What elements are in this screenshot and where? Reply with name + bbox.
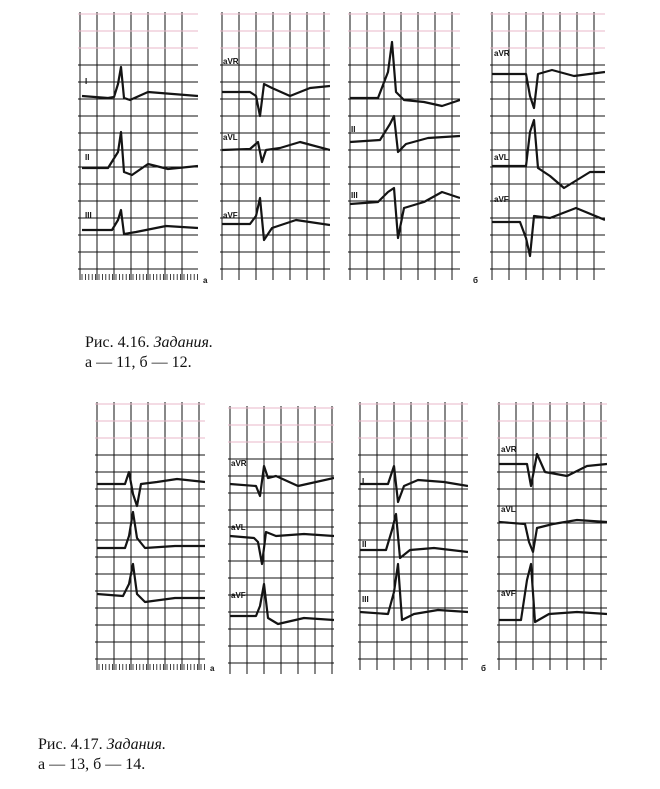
ecg-trace — [230, 532, 334, 564]
caption-items: а — 11, б — 12. — [85, 354, 192, 371]
ecg-trace — [97, 512, 205, 548]
ecg-trace — [499, 520, 607, 552]
grid-lines — [358, 402, 468, 670]
lead-label: aVL — [501, 505, 516, 514]
ecg-grid — [497, 402, 607, 670]
grid-lines — [228, 406, 334, 674]
ecg-grid — [490, 12, 605, 280]
ecg-panel-a-lead-set-1 — [95, 402, 205, 670]
ecg-trace — [82, 210, 198, 234]
lead-label: aVF — [501, 589, 516, 598]
lead-label: aVF — [494, 195, 509, 204]
ecg-panel-a-lead-set-2 — [228, 406, 334, 674]
ecg-panel-b-lead-set-1 — [358, 402, 468, 670]
lead-label: III — [85, 211, 92, 220]
grid-lines — [497, 402, 607, 670]
ecg-trace — [82, 67, 198, 100]
lead-label: aVR — [231, 459, 247, 468]
ecg-trace — [360, 564, 468, 620]
ecg-panel-b-lead-set-1 — [348, 12, 460, 280]
figure-caption-4-17 — [38, 735, 166, 775]
ecg-trace — [360, 514, 468, 558]
grid-lines — [95, 402, 205, 670]
ecg-trace — [97, 564, 205, 602]
panel-letter-a: а — [210, 664, 215, 673]
lead-label: aVL — [494, 153, 509, 162]
lead-label: aVF — [231, 591, 246, 600]
ecg-panel-a-lead-set-1 — [78, 12, 198, 280]
ecg-trace — [222, 84, 330, 116]
lead-label: II — [85, 153, 90, 162]
panel-letter-b: б — [473, 276, 478, 285]
ecg-grid — [228, 406, 334, 674]
lead-label: III — [362, 595, 369, 604]
ecg-trace — [82, 132, 198, 175]
lead-label: aVL — [223, 133, 238, 142]
figure-caption-4-16 — [85, 333, 213, 373]
caption-line-1 — [38, 735, 166, 755]
ecg-trace — [222, 198, 330, 240]
ecg-panel-b-lead-set-2 — [490, 12, 605, 280]
ecg-grid — [78, 12, 198, 280]
lead-label: III — [351, 191, 358, 200]
ecg-grid — [220, 12, 330, 280]
ecg-trace — [360, 466, 468, 502]
caption-title: Задания. — [153, 334, 213, 351]
lead-label: I — [85, 77, 88, 86]
lead-label: aVR — [494, 49, 510, 58]
ecg-grid — [95, 402, 205, 670]
caption-items: а — 13, б — 14. — [38, 756, 146, 773]
ecg-trace — [222, 142, 330, 162]
lead-label: aVL — [231, 523, 246, 532]
caption-number: Рис. 4.16. — [85, 334, 150, 351]
lead-label: II — [351, 125, 356, 134]
lead-label: aVR — [501, 445, 517, 454]
lead-label: aVR — [223, 57, 239, 66]
lead-label: II — [362, 540, 367, 549]
caption-title: Задания. — [106, 736, 166, 753]
caption-number: Рис. 4.17. — [38, 736, 103, 753]
grid-lines — [78, 12, 198, 280]
panel-letter-b: б — [481, 664, 486, 673]
lead-label: I — [362, 477, 365, 486]
ecg-panel-b-lead-set-2 — [497, 402, 607, 670]
lead-label: aVF — [223, 211, 238, 220]
panel-letter-a: а — [203, 276, 208, 285]
ecg-panel-a-lead-set-2 — [220, 12, 330, 280]
ecg-trace — [499, 454, 607, 486]
ecg-trace — [230, 584, 334, 624]
ecg-trace — [230, 466, 334, 496]
ecg-grid — [358, 402, 468, 670]
ecg-grid — [348, 12, 460, 280]
caption-line-1 — [85, 333, 213, 353]
